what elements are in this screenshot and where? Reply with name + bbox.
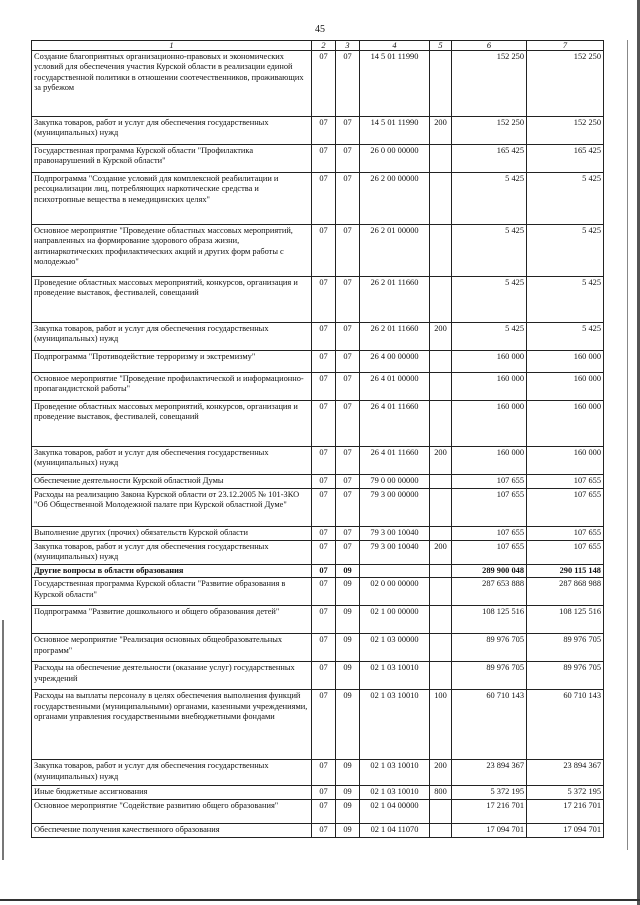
row-section: 07 [312,277,336,323]
header-col-3: 3 [336,41,360,51]
scan-edge-left [2,620,4,860]
row-amount-year2: 23 894 367 [527,760,604,786]
row-expense-type: 200 [430,541,452,565]
row-subsection: 07 [336,527,360,541]
row-name: Расходы на выплаты персоналу в целях обеспечения выполнения функций государственными (муниципальными) органами, казенными учреждениями, органами управления государственными внебюджетными фондами [32,690,312,760]
row-amount-year2: 290 115 148 [527,565,604,578]
row-name: Основное мероприятие "Содействие развитию общего образования" [32,799,312,823]
row-amount-year2: 60 710 143 [527,690,604,760]
row-amount-year1: 17 216 701 [452,799,527,823]
row-amount-year1: 5 425 [452,173,527,225]
row-section: 07 [312,475,336,489]
row-amount-year1: 107 655 [452,475,527,489]
row-section: 07 [312,373,336,401]
row-expense-type [430,606,452,634]
row-amount-year1: 160 000 [452,351,527,373]
table-row [32,351,604,373]
row-name: Подпрограмма "Противодействие терроризму и экстремизму" [32,351,312,373]
row-subsection: 09 [336,823,360,837]
row-target-article: 26 4 01 00000 [360,373,430,401]
row-target-article: 79 3 00 10040 [360,527,430,541]
row-section: 07 [312,634,336,662]
row-section: 07 [312,578,336,606]
row-amount-year2: 152 250 [527,51,604,117]
row-subsection: 09 [336,606,360,634]
row-name: Проведение областных массовых мероприятий, конкурсов, организация и проведение выставок, фестивалей, совещаний [32,277,312,323]
row-amount-year1: 108 125 516 [452,606,527,634]
row-target-article: 79 3 00 10040 [360,541,430,565]
row-amount-year1: 5 425 [452,323,527,351]
row-section: 07 [312,173,336,225]
row-expense-type: 100 [430,690,452,760]
table-row [32,662,604,690]
scan-edge-bottom [0,899,640,901]
row-name: Закупка товаров, работ и услуг для обеспечения государственных (муниципальных) нужд [32,541,312,565]
row-amount-year2: 152 250 [527,117,604,145]
row-section: 07 [312,117,336,145]
row-expense-type [430,351,452,373]
table-row [32,565,604,578]
row-subsection: 07 [336,475,360,489]
row-section: 07 [312,541,336,565]
row-subsection: 07 [336,117,360,145]
row-target-article: 26 4 01 11660 [360,401,430,447]
row-name: Закупка товаров, работ и услуг для обеспечения государственных (муниципальных) нужд [32,323,312,351]
row-amount-year2: 287 868 988 [527,578,604,606]
row-subsection: 09 [336,634,360,662]
row-name: Основное мероприятие "Реализация основных общеобразовательных программ" [32,634,312,662]
row-section: 07 [312,145,336,173]
row-amount-year2: 89 976 705 [527,634,604,662]
scan-edge-line [627,40,628,850]
row-name: Основное мероприятие "Проведение профилактической и информационно-пропагандистской работы" [32,373,312,401]
row-amount-year2: 108 125 516 [527,606,604,634]
row-amount-year2: 107 655 [527,475,604,489]
table-row [32,634,604,662]
row-amount-year1: 160 000 [452,401,527,447]
row-expense-type: 800 [430,786,452,799]
row-expense-type [430,475,452,489]
row-amount-year1: 5 425 [452,277,527,323]
row-target-article: 79 0 00 00000 [360,475,430,489]
row-expense-type [430,373,452,401]
row-subsection: 09 [336,760,360,786]
row-amount-year1: 107 655 [452,489,527,527]
table-row [32,173,604,225]
row-expense-type [430,51,452,117]
row-name: Закупка товаров, работ и услуг для обеспечения государственных (муниципальных) нужд [32,117,312,145]
table-row [32,527,604,541]
row-target-article: 02 1 04 00000 [360,799,430,823]
row-expense-type: 200 [430,323,452,351]
row-section: 07 [312,401,336,447]
row-subsection: 07 [336,51,360,117]
row-subsection: 07 [336,489,360,527]
header-col-6: 6 [452,41,527,51]
row-amount-year1: 152 250 [452,51,527,117]
table-row [32,760,604,786]
table-row [32,489,604,527]
row-section: 07 [312,225,336,277]
row-name: Подпрограмма "Развитие дошкольного и общего образования детей" [32,606,312,634]
row-subsection: 07 [336,277,360,323]
row-name: Государственная программа Курской области "Профилактика правонарушений в Курской области" [32,145,312,173]
row-subsection: 07 [336,447,360,475]
row-target-article: 26 4 00 00000 [360,351,430,373]
table-row [32,51,604,117]
row-section: 07 [312,527,336,541]
row-section: 07 [312,823,336,837]
table-header-row [32,41,604,51]
row-amount-year2: 5 372 195 [527,786,604,799]
budget-table [31,40,604,838]
row-amount-year2: 107 655 [527,541,604,565]
row-amount-year1: 89 976 705 [452,662,527,690]
table-row [32,799,604,823]
row-name: Создание благоприятных организационно-правовых и экономических условий для обеспечения участия Курской области в реализации единой государственной политики в отношении соотечественников, проживающих за рубежом [32,51,312,117]
table-row [32,578,604,606]
row-name: Подпрограмма "Создание условий для комплексной реабилитации и ресоциализации лиц, потребляющих наркотические средства и психотропные вещества в немедицинских целях" [32,173,312,225]
row-amount-year2: 5 425 [527,173,604,225]
row-amount-year2: 107 655 [527,527,604,541]
row-target-article: 02 1 03 10010 [360,760,430,786]
header-col-2: 2 [312,41,336,51]
row-subsection: 07 [336,145,360,173]
row-amount-year1: 107 655 [452,541,527,565]
row-amount-year1: 60 710 143 [452,690,527,760]
header-col-7: 7 [527,41,604,51]
header-col-5: 5 [430,41,452,51]
row-section: 07 [312,606,336,634]
page-number: 45 [315,24,325,35]
row-expense-type [430,662,452,690]
row-section: 07 [312,447,336,475]
row-expense-type [430,145,452,173]
table-row [32,823,604,837]
row-target-article: 02 1 04 11070 [360,823,430,837]
table-row [32,475,604,489]
row-target-article: 26 2 01 11660 [360,323,430,351]
row-section: 07 [312,51,336,117]
row-expense-type [430,565,452,578]
header-col-4: 4 [360,41,430,51]
row-amount-year1: 17 094 701 [452,823,527,837]
row-amount-year1: 287 653 888 [452,578,527,606]
row-amount-year2: 160 000 [527,373,604,401]
row-subsection: 09 [336,799,360,823]
table-row [32,373,604,401]
row-amount-year2: 107 655 [527,489,604,527]
row-target-article: 26 2 01 11660 [360,277,430,323]
row-expense-type: 200 [430,447,452,475]
row-target-article: 26 2 00 00000 [360,173,430,225]
row-target-article: 02 0 00 00000 [360,578,430,606]
row-target-article [360,565,430,578]
row-amount-year1: 5 425 [452,225,527,277]
row-amount-year2: 5 425 [527,277,604,323]
row-amount-year2: 89 976 705 [527,662,604,690]
table-row [32,606,604,634]
row-expense-type [430,527,452,541]
row-section: 07 [312,351,336,373]
row-target-article: 02 1 03 10010 [360,786,430,799]
row-amount-year2: 165 425 [527,145,604,173]
row-amount-year1: 5 372 195 [452,786,527,799]
row-amount-year2: 17 216 701 [527,799,604,823]
row-target-article: 14 5 01 11990 [360,117,430,145]
row-section: 07 [312,565,336,578]
row-section: 07 [312,760,336,786]
header-col-1: 1 [32,41,312,51]
row-name: Расходы на реализацию Закона Курской области от 23.12.2005 № 101-ЗКО "Об Общественной Молодежной палате при Курской областной Думе" [32,489,312,527]
row-section: 07 [312,786,336,799]
table-row [32,145,604,173]
row-amount-year2: 160 000 [527,401,604,447]
row-target-article: 79 3 00 00000 [360,489,430,527]
row-amount-year2: 160 000 [527,447,604,475]
row-expense-type [430,578,452,606]
row-expense-type [430,634,452,662]
row-subsection: 07 [336,351,360,373]
row-amount-year1: 89 976 705 [452,634,527,662]
row-subsection: 09 [336,578,360,606]
row-expense-type: 200 [430,760,452,786]
row-target-article: 14 5 01 11990 [360,51,430,117]
row-target-article: 26 4 01 11660 [360,447,430,475]
table-row [32,117,604,145]
row-target-article: 02 1 00 00000 [360,606,430,634]
row-section: 07 [312,489,336,527]
row-name: Расходы на обеспечение деятельности (оказание услуг) государственных учреждений [32,662,312,690]
row-amount-year2: 5 425 [527,225,604,277]
row-expense-type [430,823,452,837]
table-row [32,447,604,475]
row-name: Закупка товаров, работ и услуг для обеспечения государственных (муниципальных) нужд [32,760,312,786]
table-row [32,401,604,447]
row-section: 07 [312,799,336,823]
row-expense-type [430,489,452,527]
row-subsection: 09 [336,662,360,690]
table-row [32,225,604,277]
row-amount-year2: 160 000 [527,351,604,373]
row-name: Обеспечение деятельности Курской областной Думы [32,475,312,489]
row-name: Выполнение других (прочих) обязательств Курской области [32,527,312,541]
row-target-article: 02 1 03 00000 [360,634,430,662]
row-amount-year2: 5 425 [527,323,604,351]
row-name: Обеспечение получения качественного образования [32,823,312,837]
row-name: Проведение областных массовых мероприятий, конкурсов, организация и проведение выставок, фестивалей, совещаний [32,401,312,447]
row-amount-year2: 17 094 701 [527,823,604,837]
row-subsection: 09 [336,565,360,578]
row-amount-year1: 23 894 367 [452,760,527,786]
row-amount-year1: 160 000 [452,373,527,401]
table-row [32,323,604,351]
row-subsection: 07 [336,373,360,401]
table-row [32,277,604,323]
row-name: Иные бюджетные ассигнования [32,786,312,799]
row-target-article: 02 1 03 10010 [360,662,430,690]
row-expense-type [430,401,452,447]
table-row [32,541,604,565]
row-amount-year1: 165 425 [452,145,527,173]
row-section: 07 [312,690,336,760]
row-name: Другие вопросы в области образования [32,565,312,578]
row-subsection: 07 [336,401,360,447]
row-target-article: 26 2 01 00000 [360,225,430,277]
row-amount-year1: 289 900 048 [452,565,527,578]
row-subsection: 09 [336,786,360,799]
row-subsection: 07 [336,173,360,225]
row-target-article: 02 1 03 10010 [360,690,430,760]
row-expense-type [430,225,452,277]
row-subsection: 09 [336,690,360,760]
row-subsection: 07 [336,541,360,565]
row-section: 07 [312,662,336,690]
row-name: Закупка товаров, работ и услуг для обеспечения государственных (муниципальных) нужд [32,447,312,475]
row-amount-year1: 160 000 [452,447,527,475]
row-expense-type: 200 [430,117,452,145]
row-section: 07 [312,323,336,351]
row-subsection: 07 [336,225,360,277]
row-name: Основное мероприятие "Проведение областных массовых мероприятий, направленных на формирование здорового образа жизни, антинаркотических профилактических акций и других форм работы с молодежью" [32,225,312,277]
table-row [32,690,604,760]
row-amount-year1: 152 250 [452,117,527,145]
row-name: Государственная программа Курской области "Развитие образования в Курской области" [32,578,312,606]
row-expense-type [430,277,452,323]
row-subsection: 07 [336,323,360,351]
table-row [32,786,604,799]
row-expense-type [430,173,452,225]
row-target-article: 26 0 00 00000 [360,145,430,173]
row-expense-type [430,799,452,823]
row-amount-year1: 107 655 [452,527,527,541]
